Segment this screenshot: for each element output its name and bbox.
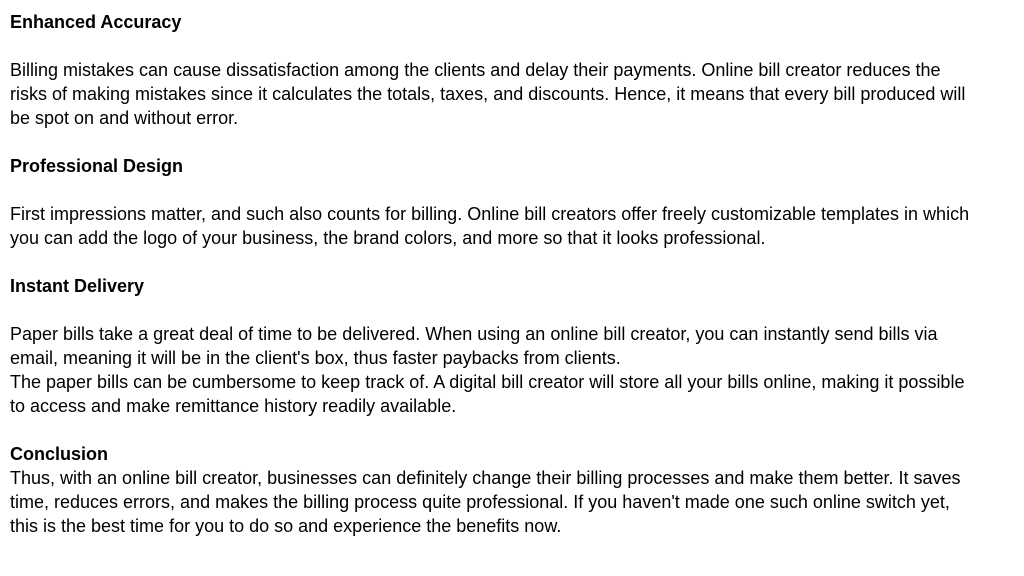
section-paragraph: The paper bills can be cumbersome to keep track of. A digital bill creator will store all your bills online, making it possible to access and make remittance history readily available. bbox=[10, 372, 965, 416]
section-heading-enhanced-accuracy: Enhanced Accuracy bbox=[10, 12, 182, 32]
spacer bbox=[10, 130, 970, 154]
spacer bbox=[10, 250, 970, 274]
section-paragraph: Thus, with an online bill creator, businesses can definitely change their billing processes and make them better. It saves time, reduces errors, and makes the billing process quite professional. If you haven't made one such online switch yet, this is the best time for you to do so and experience the benefits now. bbox=[10, 468, 961, 536]
spacer bbox=[10, 298, 970, 322]
spacer bbox=[10, 418, 970, 442]
spacer bbox=[10, 178, 970, 202]
spacer bbox=[10, 34, 970, 58]
section-heading-conclusion: Conclusion bbox=[10, 444, 108, 464]
section-paragraph: Billing mistakes can cause dissatisfaction among the clients and delay their payments. Online bill creator reduces the risks of making mistakes since it calculates the totals, taxes, and discounts. Hence, it means that every bill produced will be spot on and without error. bbox=[10, 60, 966, 128]
section-paragraph: First impressions matter, and such also counts for billing. Online bill creators offer freely customizable templates in which you can add the logo of your business, the brand colors, and more so that it looks professional. bbox=[10, 204, 970, 248]
section-paragraph: Paper bills take a great deal of time to be delivered. When using an online bill creator, you can instantly send bills via email, meaning it will be in the client's box, thus faster paybacks from clients. bbox=[10, 324, 938, 368]
section-heading-professional-design: Professional Design bbox=[10, 156, 184, 176]
section-heading-instant-delivery: Instant Delivery bbox=[10, 276, 145, 296]
